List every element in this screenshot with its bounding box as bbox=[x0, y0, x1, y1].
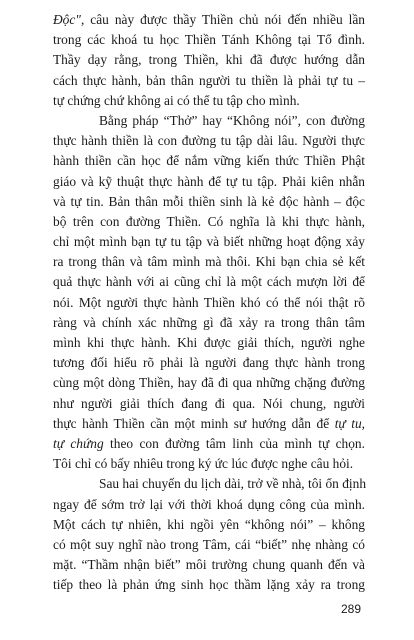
page-body bbox=[53, 10, 365, 595]
text-line bbox=[53, 373, 365, 393]
line-text: Bằng pháp “Thở” hay “Không nói”, con đường bbox=[99, 112, 365, 128]
text-line bbox=[53, 575, 365, 595]
page-number: 289 bbox=[340, 602, 361, 616]
italic-text: tự chứng bbox=[53, 435, 104, 451]
text-line bbox=[53, 91, 365, 111]
line-text: Một cách tự nhiên, khi ngồi yên “không nói” – không bbox=[53, 516, 365, 532]
line-text: có một suy nghĩ nào trong Tâm, cái “biết” nhẹ nhàng có bbox=[53, 536, 365, 552]
line-text: mặt. “Thầm nhận biết” môi trường chung quanh đến và bbox=[53, 557, 365, 573]
line-text: giáo và kỹ thuật thực hành để tự tu tập. Phải kiên nhẫn bbox=[53, 173, 365, 189]
text-line bbox=[53, 333, 365, 353]
text-line bbox=[53, 131, 365, 151]
line-text: theo con đường tâm linh của mình tự chọn. bbox=[103, 435, 365, 451]
text-line bbox=[53, 50, 365, 70]
line-text: và tự tin. Bản thân mỗi thiền sinh là kẻ độc hành – độc bbox=[53, 193, 365, 209]
text-line bbox=[53, 414, 365, 434]
line-text: bộ trên con đường Thiền. Có nghĩa là khi thực hành, bbox=[53, 213, 365, 229]
text-line bbox=[53, 192, 365, 212]
text-line bbox=[53, 515, 365, 535]
text-line bbox=[53, 474, 365, 494]
text-line bbox=[53, 535, 365, 555]
line-text: mình khi thực hành. Khi được giải thích, người nghe bbox=[53, 335, 365, 350]
text-line bbox=[53, 71, 365, 91]
line-text: Thầy dạy rằng, trong Thiền, khi đã được hướng dẫn bbox=[53, 52, 365, 68]
text-line bbox=[53, 353, 365, 373]
line-text: chỉ một mình bạn tự tu tập và biết những hoạt động xảy bbox=[53, 234, 365, 250]
line-text: nói. Một người thực hành Thiền khó có thể nói thật rõ bbox=[53, 294, 365, 310]
text-line bbox=[53, 434, 365, 454]
text-line bbox=[53, 212, 365, 232]
line-text: , câu này được thầy Thiền chủ nói đến nhiều lần bbox=[80, 12, 365, 27]
italic-text: tự tu, bbox=[334, 415, 365, 431]
text-line bbox=[53, 151, 365, 171]
text-line bbox=[53, 293, 365, 313]
text-line bbox=[53, 272, 365, 292]
text-line bbox=[53, 252, 365, 272]
text-line bbox=[53, 495, 365, 515]
text-line bbox=[53, 454, 365, 474]
line-text: thực hành thiền là con đường tu tập dài lâu. Người thực bbox=[53, 133, 365, 149]
text-line bbox=[53, 111, 365, 131]
text-line bbox=[53, 555, 365, 575]
line-text: ràng và chính xác những gì đã xảy ra trong thân tâm bbox=[53, 314, 365, 330]
line-text: cùng một dòng Thiền, hay đã đi qua những chặng đường bbox=[53, 375, 365, 391]
line-text: tự chứng chứ không ai có thể tu tập cho mình. bbox=[53, 92, 300, 108]
line-text: tương đối hiểu rõ phải là người đang thực hành trong bbox=[53, 355, 365, 371]
line-text: quả thực hành với ai cũng chỉ là một cách mượn lời để bbox=[53, 274, 365, 290]
line-text: Sau hai chuyến du lịch dài, trở về nhà, tôi ổn định bbox=[99, 476, 367, 492]
text-line bbox=[53, 313, 365, 333]
text-line bbox=[53, 30, 365, 50]
text-line bbox=[53, 394, 365, 414]
line-text: trong các khoá tu học Thiền Tánh Không tại Tổ đình. bbox=[53, 32, 365, 48]
text-line bbox=[53, 172, 365, 192]
line-text: như người giải thích đang đi qua. Nói chung, người bbox=[53, 395, 365, 411]
line-text: cách thực hành, bản thân người tu thiền là phải tự tu – bbox=[53, 72, 365, 88]
line-text: tiếp theo là phản ứng sinh học thầm lặng xảy ra trong bbox=[53, 577, 365, 593]
line-text: hành thiền cần học để nắm vững kiến thức Thiền Phật bbox=[53, 153, 365, 169]
line-text: Tôi chỉ có bấy nhiêu trong ký ức lúc được nghe câu hỏi. bbox=[53, 456, 354, 472]
line-text: thực hành Thiền cần một minh sư hướng dẫn để bbox=[53, 415, 335, 431]
text-line bbox=[53, 232, 365, 252]
line-text: ra trong thân và tâm mình mà thôi. Khi bạn chia sẻ kết bbox=[53, 254, 365, 270]
text-line bbox=[53, 10, 365, 30]
italic-text: Độc" bbox=[53, 12, 81, 27]
line-text: ngay để sớm trở lại với thời khoá dụng công của mình. bbox=[53, 496, 365, 512]
